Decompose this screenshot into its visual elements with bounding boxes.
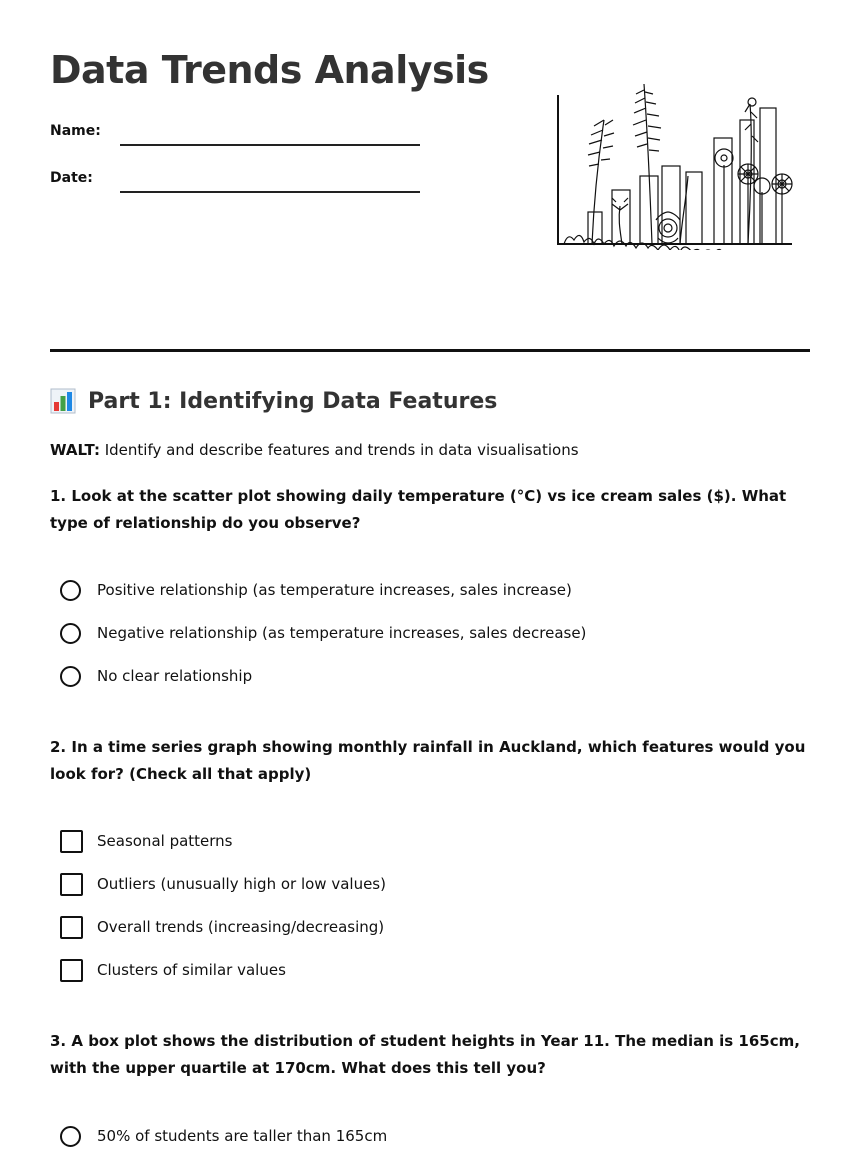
name-label: Name:: [50, 123, 101, 139]
option-label: Overall trends (increasing/decreasing): [97, 918, 385, 936]
option-label: Outliers (unusually high or low values): [97, 875, 386, 893]
radio-button[interactable]: [60, 623, 81, 644]
checkbox[interactable]: [60, 830, 83, 853]
q2-option-trends[interactable]: [60, 914, 384, 940]
checkbox[interactable]: [60, 873, 83, 896]
walt-text: Identify and describe features and trends in data visualisations: [99, 441, 579, 459]
option-label: Positive relationship (as temperature increases, sales increase): [97, 581, 572, 599]
radio-button[interactable]: [60, 666, 81, 687]
name-input-line[interactable]: [120, 144, 420, 146]
part-1-title: Part 1: Identifying Data Features: [88, 388, 498, 414]
checkbox[interactable]: [60, 916, 83, 939]
q1-option-positive[interactable]: [60, 577, 572, 603]
walt-statement: [50, 441, 579, 459]
question-1: 1. Look at the scatter plot showing daily temperature (°C) vs ice cream sales ($). What type of relationship do you observe?: [50, 487, 787, 532]
q2-option-seasonal[interactable]: [60, 828, 233, 854]
option-label: 50% of students are taller than 165cm: [97, 1127, 388, 1145]
date-label: Date:: [50, 170, 93, 186]
option-label: Seasonal patterns: [97, 832, 233, 850]
radio-button[interactable]: [60, 1126, 81, 1147]
option-label: No clear relationship: [97, 667, 253, 685]
botanical-bar-chart-illustration: [550, 80, 800, 250]
section-divider: [50, 349, 810, 352]
q1-option-none[interactable]: [60, 663, 252, 689]
q2-option-clusters[interactable]: [60, 957, 286, 983]
bar-chart-icon: [50, 388, 76, 414]
question-2: 2. In a time series graph showing monthly rainfall in Auckland, which features would you look for? (Check all that apply): [50, 738, 806, 783]
option-label: Negative relationship (as temperature increases, sales decrease): [97, 624, 587, 642]
part-1-heading: [50, 388, 497, 414]
date-field[interactable]: [50, 164, 430, 194]
date-input-line[interactable]: [120, 191, 420, 193]
q1-option-negative[interactable]: [60, 620, 586, 646]
checkbox[interactable]: [60, 959, 83, 982]
option-label: Clusters of similar values: [97, 961, 286, 979]
q2-option-outliers[interactable]: [60, 871, 386, 897]
q3-option-taller[interactable]: [60, 1123, 387, 1149]
page-title: Data Trends Analysis: [50, 48, 489, 92]
walt-label: WALT:: [50, 441, 100, 459]
name-field[interactable]: [50, 117, 430, 147]
question-3: 3. A box plot shows the distribution of student heights in Year 11. The median is 165cm, with the upper quartile at 170cm. What does this tell you?: [50, 1032, 800, 1077]
radio-button[interactable]: [60, 580, 81, 601]
